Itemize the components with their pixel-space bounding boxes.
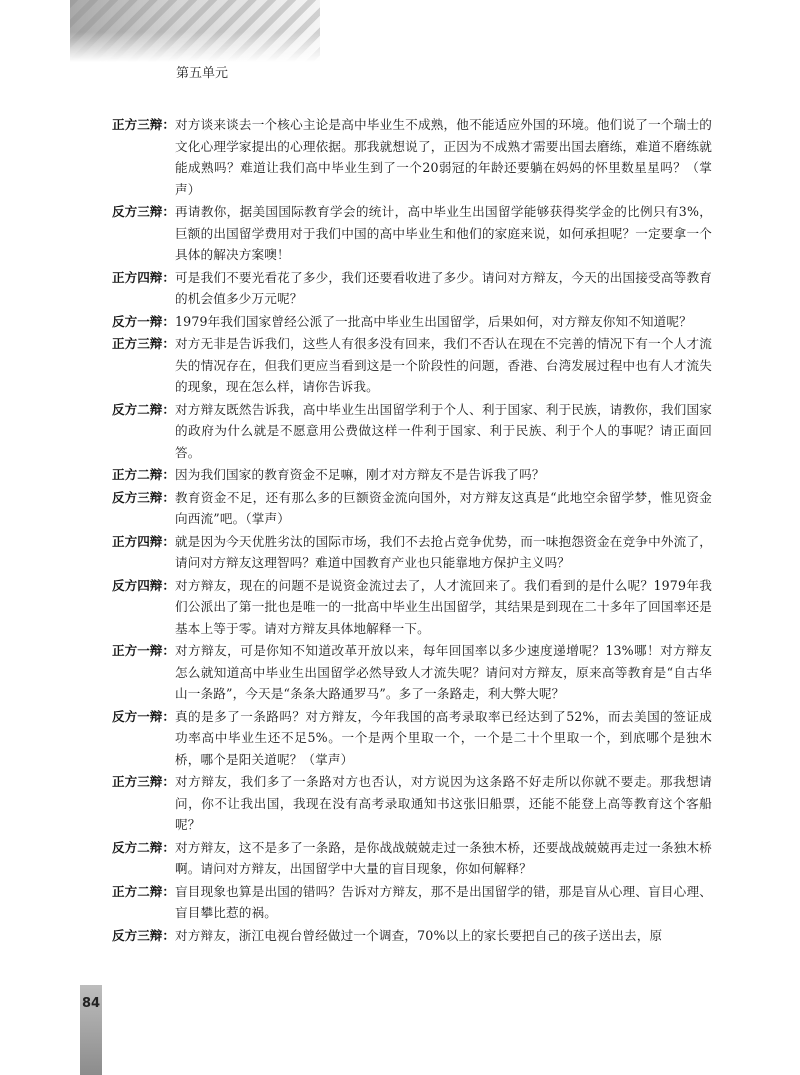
debate-turn: [112, 771, 712, 836]
speaker-label: 反方四辩：: [112, 577, 175, 593]
debate-turn: [112, 201, 712, 266]
speech-text: 对方无非是告诉我们，这些人有很多没有回来，我们不否认在现在不完善的情况下有一个人才流失的情况存在，但我们更应当看到这是一个阶段性的问题，香港、台湾发展过程中也有人才流失的现象，现在怎么样，请你告诉我。: [175, 336, 712, 394]
debate-turn: [112, 464, 712, 486]
speaker-label: 正方一辩：: [112, 643, 175, 658]
debate-turn: [112, 267, 712, 310]
debate-turn: [112, 640, 712, 705]
speaker-label: 正方三辩：: [112, 774, 175, 789]
speech-text: 对方辩友，现在的问题不是说资金流过去了，人才流回来了。我们看到的是什么呢？1979年我们公派出了第一批也是唯一的一批高中毕业生出国留学，其结果是到现在二十多年了回国率还是基本上等于零。请对方辩友具体地解释一下。: [175, 577, 712, 636]
debate-turn: [112, 925, 712, 947]
speech-text: 因为我们国家的教育资金不足嘛，刚才对方辩友不是告诉我了吗？: [175, 467, 545, 482]
speaker-label: 反方三辩：: [112, 489, 175, 505]
speech-text: 盲目现象也算是出国的错吗？告诉对方辩友，那不是出国留学的错，那是盲从心理、盲目心理、盲目攀比惹的祸。: [175, 883, 712, 920]
speech-text: 教育资金不足，还有那么多的巨额资金流向国外，对方辩友这真是“此地空余留学梦，惟见资金向西流”吧。（掌声）: [175, 489, 712, 526]
speaker-label: 正方四辩：: [112, 269, 175, 285]
speech-text: 再请教你，据美国国际教育学会的统计，高中毕业生出国留学能够获得奖学金的比例只有3%，巨额的出国留学费用对于我们中国的高中毕业生和他们的家庭来说，如何承担呢？一定要拿一个具体的解决方案噢！: [175, 204, 712, 262]
debate-turn: [112, 575, 712, 640]
speech-text: 对方辩友，浙江电视台曾经做过一个调查，70%以上的家长要把自己的孩子送出去，原: [175, 927, 663, 943]
debate-turn: [112, 837, 712, 880]
speech-text: 就是因为今天优胜劣汰的国际市场，我们不去抢占竞争优势，而一味抱怨资金在竞争中外流了，请问对方辩友这理智吗？难道中国教育产业也只能靠地方保护主义吗？: [175, 533, 712, 570]
debate-turn: [112, 881, 712, 924]
debate-turn: [112, 311, 712, 333]
speech-text: 对方辩友，可是你知不知道改革开放以来，每年回国率以多少速度递增呢？13%哪！对方辩友怎么就知道高中毕业生出国留学必然导致人才流失呢？请问对方辩友，原来高等教育是“自古华山一条路”，今天是“条条大路通罗马”。多了一条路走，利大弊大呢？: [175, 643, 712, 701]
speaker-label: 正方三辩：: [112, 336, 175, 351]
speaker-label: 正方二辩：: [112, 883, 175, 899]
speech-text: 对方谈来谈去一个核心主论是高中毕业生不成熟，他不能适应外国的环境。他们说了一个瑞士的文化心理学家提出的心理依据。那我就想说了，正因为不成熟才需要出国去磨练，难道不磨练就能成熟吗？难道让我们高中毕业生到了一个20弱冠的年龄还要躺在妈妈的怀里数星星吗？（掌声）: [175, 117, 712, 197]
speech-text: 对方辩友，这不是多了一条路，是你战战兢兢走过一条独木桥，还要战战兢兢再走过一条独木桥啊。请问对方辩友，出国留学中大量的盲目现象，你如何解释？: [175, 839, 712, 876]
speaker-label: 正方三辩：: [112, 117, 175, 132]
speech-text: 1979年我们国家曾经公派了一批高中毕业生出国留学，后果如何，对方辩友你知不知道呢？: [175, 313, 692, 329]
speaker-label: 反方二辩：: [112, 401, 175, 417]
header-decoration: [70, 0, 320, 62]
page-number: 84: [82, 996, 101, 1011]
debate-turn: [112, 487, 712, 530]
debate-turn: [112, 706, 712, 771]
speech-text: 对方辩友，我们多了一条路对方也否认，对方说因为这条路不好走所以你就不要走。那我想请问，你不让我出国，我现在没有高考录取通知书这张旧船票，还能不能登上高等教育这个客船呢？: [175, 774, 712, 832]
debate-turn: [112, 531, 712, 574]
debate-transcript: [112, 114, 712, 947]
debate-turn: [112, 114, 712, 200]
speech-text: 对方辩友既然告诉我，高中毕业生出国留学利于个人、利于国家、利于民族，请教你，我们国家的政府为什么就是不愿意用公费做这样一件利于国家、利于民族、利于个人的事呢？请正面回答。: [175, 401, 712, 460]
speech-text: 可是我们不要光看花了多少，我们还要看收进了多少。请问对方辩友，今天的出国接受高等教育的机会值多少万元呢？: [175, 269, 712, 306]
speaker-label: 正方二辩：: [112, 467, 175, 482]
debate-turn: [112, 333, 712, 398]
speaker-label: 反方三辩：: [112, 204, 175, 219]
unit-title: 第五单元: [176, 66, 229, 81]
speaker-label: 反方一辩：: [112, 708, 175, 724]
speaker-label: 反方三辩：: [112, 927, 175, 943]
speaker-label: 反方二辩：: [112, 839, 175, 855]
speaker-label: 正方四辩：: [112, 533, 175, 549]
speaker-label: 反方一辩：: [112, 313, 175, 329]
debate-turn: [112, 399, 712, 464]
speech-text: 真的是多了一条路吗？对方辩友，今年我国的高考录取率已经达到了52%，而去美国的签证成功率高中毕业生还不足5%。一个是两个里取一个，一个是二十个里取一个，到底哪个是独木桥，哪个是阳关道呢？（掌声）: [175, 708, 712, 767]
